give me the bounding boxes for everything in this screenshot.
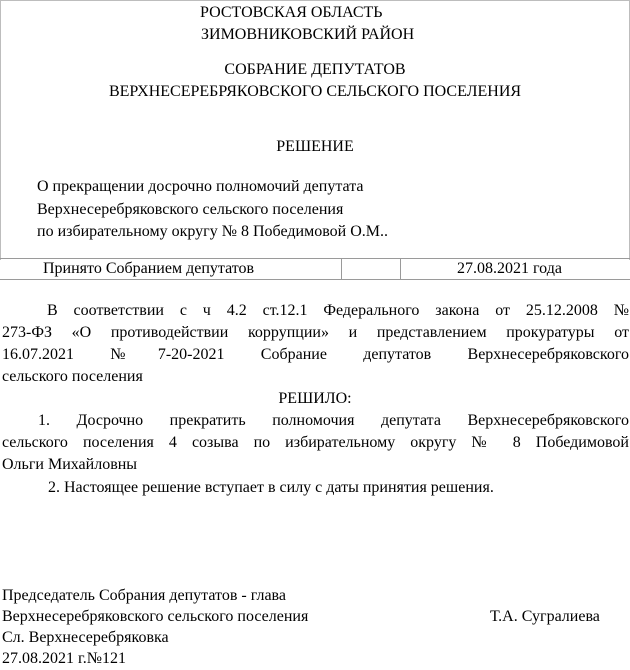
header-region: РОСТОВСКАЯ ОБЛАСТЬ xyxy=(200,4,383,21)
signature-name: Т.А. Сугралиева xyxy=(490,608,600,625)
page-left-border xyxy=(0,0,1,260)
signature-title-2: Верхнесеребряковского сельского поселения xyxy=(2,608,309,625)
signature-place: Сл. Верхнесеребряковка xyxy=(2,629,169,646)
adoption-table xyxy=(0,258,630,280)
document-type: РЕШЕНИЕ xyxy=(276,138,354,155)
header-district: ЗИМОВНИКОВСКИЙ РАЙОН xyxy=(201,26,415,43)
subject-line-2: Верхнесеребряковского сельского поселения xyxy=(37,201,344,218)
table-divider xyxy=(341,259,342,279)
adoption-label: Принято Собранием депутатов xyxy=(43,260,255,277)
preamble-line-3: 16.07.2021 №7-20-2021 Собрание депутатов Верхнесеребряковского xyxy=(2,346,629,363)
item-1-line-2: сельского поселения 4 созыва по избирательному округу № 8 Победимовой xyxy=(2,434,629,451)
preamble-line-2: 273-ФЗ «О противодействии коррупции» и представлением прокуратуры от xyxy=(2,324,629,341)
item-2: 2. Настоящее решение вступает в силу с даты принятия решения. xyxy=(48,479,494,496)
item-1-line-3: Ольги Михайловны xyxy=(2,456,138,473)
signature-date-number: 27.08.2021 г.№121 xyxy=(2,650,127,667)
subject-line-1: О прекращении досрочно полномочий депутата xyxy=(37,178,364,195)
page-top-border xyxy=(0,0,630,1)
header-body-name: СОБРАНИЕ ДЕПУТАТОВ xyxy=(224,61,406,78)
subject-line-3: по избирательному округу № 8 Победимовой О.М.. xyxy=(37,223,388,240)
item-1-line-1: 1. Досрочно прекратить полномочия депутата Верхнесеребряковского xyxy=(38,412,629,429)
header-settlement: ВЕРХНЕСЕРЕБРЯКОВСКОГО СЕЛЬСКОГО ПОСЕЛЕНИЯ xyxy=(108,83,522,100)
adoption-date: 27.08.2021 года xyxy=(457,260,562,277)
signature-title-1: Председатель Собрания депутатов - глава xyxy=(2,587,286,604)
decided-heading: РЕШИЛО: xyxy=(278,390,352,407)
preamble-line-1: В соответствии с ч 4.2 ст.12.1 Федерального закона от 25.12.2008 № xyxy=(47,302,629,319)
preamble-line-4: сельского поселения xyxy=(2,368,143,385)
table-divider xyxy=(400,259,401,279)
